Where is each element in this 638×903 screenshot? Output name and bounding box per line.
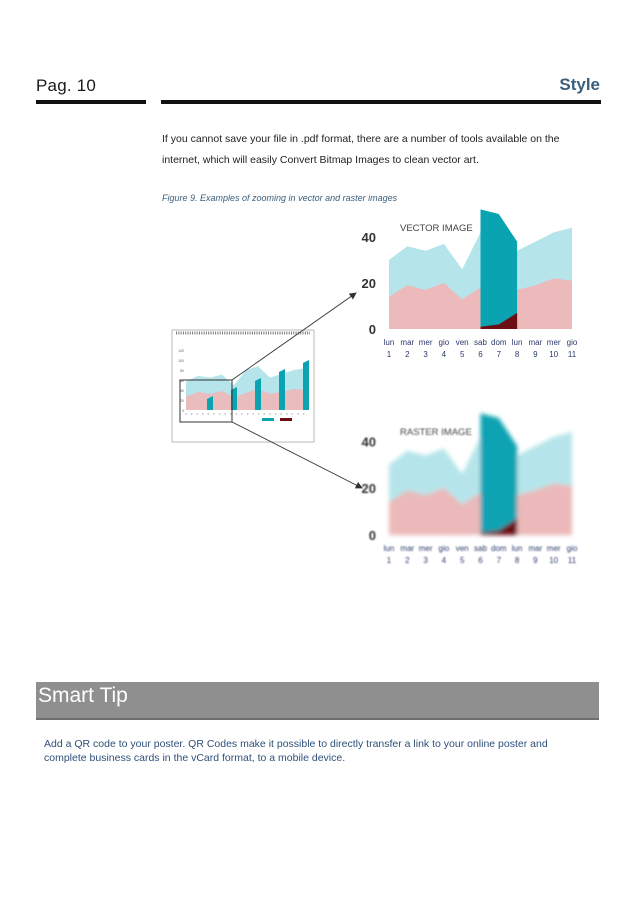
raster-x-number-label: 8 xyxy=(514,556,520,565)
thumb-y-tick: 0 xyxy=(182,409,184,413)
thumb-x-tick: 0 xyxy=(190,413,193,416)
vector-x-number-label: 9 xyxy=(533,350,538,359)
raster-x-day-label: mer xyxy=(546,544,561,553)
raster-x-number-label: 4 xyxy=(441,556,447,565)
thumb-x-tick: 0 xyxy=(246,413,249,416)
thumb-x-tick: 0 xyxy=(252,413,254,416)
vector-x-number-label: 2 xyxy=(405,350,410,359)
raster-y-tick: 40 xyxy=(361,434,376,450)
body-paragraph: If you cannot save your file in .pdf format, there are a number of tools available on the internet, which will easily Convert Bitmap Images to clean vector art. xyxy=(162,133,560,166)
vector-x-number-label: 3 xyxy=(423,350,428,359)
thumb-y-tick: 80 xyxy=(180,369,184,373)
page-number: Pag. 10 xyxy=(36,76,97,95)
vector-y-tick: 20 xyxy=(361,276,376,291)
vector-x-day-label: mer xyxy=(418,338,433,347)
raster-title: RASTER IMAGE xyxy=(400,427,472,438)
vector-x-day-label: gio xyxy=(566,338,578,347)
vector-x-number-label: 1 xyxy=(386,350,392,359)
vector-x-day-label: mar xyxy=(400,338,415,347)
raster-x-day-label: gio xyxy=(438,544,450,553)
smart-tip-text: Add a QR code to your poster. QR Codes make it possible to directly transfer a link to your online poster and complete business cards in the vCard format, to a mobile device. xyxy=(44,738,548,764)
vector-x-number-label: 7 xyxy=(496,350,502,359)
thumb-teal-peak xyxy=(255,378,261,410)
raster-x-number-label: 5 xyxy=(459,556,465,565)
thumb-x-tick: 0 xyxy=(263,413,266,416)
vector-title: VECTOR IMAGE xyxy=(400,223,473,234)
raster-x-number-label: 6 xyxy=(478,556,483,565)
raster-x-day-label: sab xyxy=(474,544,487,553)
raster-x-day-label: dom xyxy=(491,544,507,553)
raster-x-number-label: 9 xyxy=(533,556,538,565)
thumb-x-tick: 0 xyxy=(291,413,294,416)
figure-caption: Figure 9. Examples of zooming in vector and raster images xyxy=(162,193,398,203)
vector-x-day-label: mer xyxy=(546,338,561,347)
thumb-y-tick: 20 xyxy=(180,399,184,403)
raster-y-tick: 20 xyxy=(361,481,376,497)
vector-x-number-label: 11 xyxy=(567,350,577,359)
vector-series-teal xyxy=(481,209,518,329)
vector-x-number-label: 10 xyxy=(549,350,559,359)
thumb-x-tick: 0 xyxy=(286,413,288,416)
thumb-y-tick: 120 xyxy=(178,349,184,353)
raster-x-day-label: mar xyxy=(528,544,543,553)
vector-x-day-label: ven xyxy=(455,338,469,347)
thumb-x-tick: 0 xyxy=(241,413,243,416)
vector-x-number-label: 8 xyxy=(514,350,520,359)
thumb-x-tick: 0 xyxy=(297,413,299,416)
thumb-x-tick: 0 xyxy=(185,413,187,416)
thumb-x-tick: 0 xyxy=(218,413,221,416)
thumb-x-tick: 0 xyxy=(274,413,277,416)
raster-x-number-label: 10 xyxy=(549,556,559,565)
thumb-x-tick: 0 xyxy=(258,413,260,416)
thumb-x-tick: 0 xyxy=(230,413,232,416)
smart-tip-title: Smart Tip xyxy=(38,684,128,707)
thumb-x-tick: 0 xyxy=(269,413,271,416)
vector-x-number-label: 4 xyxy=(441,350,447,359)
vector-x-day-label: dom xyxy=(491,338,507,347)
thumb-x-tick: 0 xyxy=(280,413,282,416)
vector-x-number-label: 6 xyxy=(478,350,483,359)
raster-x-number-label: 1 xyxy=(386,556,392,565)
thumb-x-tick: 0 xyxy=(302,413,305,416)
thumb-x-tick: 0 xyxy=(196,413,198,416)
vector-y-tick: 0 xyxy=(368,322,376,337)
raster-x-day-label: lun xyxy=(383,544,395,553)
vector-x-number-label: 5 xyxy=(459,350,465,359)
thumb-x-tick: 0 xyxy=(235,413,238,416)
raster-x-number-label: 3 xyxy=(423,556,428,565)
raster-x-number-label: 2 xyxy=(405,556,410,565)
vector-x-day-label: lun xyxy=(511,338,523,347)
thumb-x-tick: 0 xyxy=(207,413,210,416)
vector-x-day-label: mar xyxy=(528,338,543,347)
vector-x-day-label: lun xyxy=(383,338,395,347)
thumb-x-tick: 0 xyxy=(202,413,204,416)
vector-x-day-label: sab xyxy=(474,338,487,347)
vector-y-tick: 40 xyxy=(361,230,376,245)
thumb-y-tick: 100 xyxy=(178,359,184,363)
section-title: Style xyxy=(559,75,600,94)
raster-series-teal xyxy=(481,413,518,535)
raster-x-day-label: gio xyxy=(566,544,578,553)
raster-y-tick: 0 xyxy=(368,528,376,543)
raster-x-number-label: 7 xyxy=(496,556,502,565)
thumb-x-tick: 0 xyxy=(224,413,226,416)
raster-x-day-label: mer xyxy=(418,544,433,553)
raster-chart xyxy=(362,413,578,565)
raster-x-day-label: lun xyxy=(511,544,523,553)
raster-x-day-label: ven xyxy=(455,544,469,553)
raster-x-day-label: mar xyxy=(400,544,415,553)
vector-x-day-label: gio xyxy=(438,338,450,347)
raster-x-number-label: 11 xyxy=(567,556,577,565)
vector-chart xyxy=(362,209,578,359)
thumb-teal-peak xyxy=(303,360,309,410)
thumbnail-chart xyxy=(172,330,314,442)
thumb-teal-peak xyxy=(279,369,285,410)
thumb-x-tick: 0 xyxy=(213,413,215,416)
thumb-y-tick: 60 xyxy=(180,379,184,383)
thumb-y-tick: 40 xyxy=(180,389,184,393)
